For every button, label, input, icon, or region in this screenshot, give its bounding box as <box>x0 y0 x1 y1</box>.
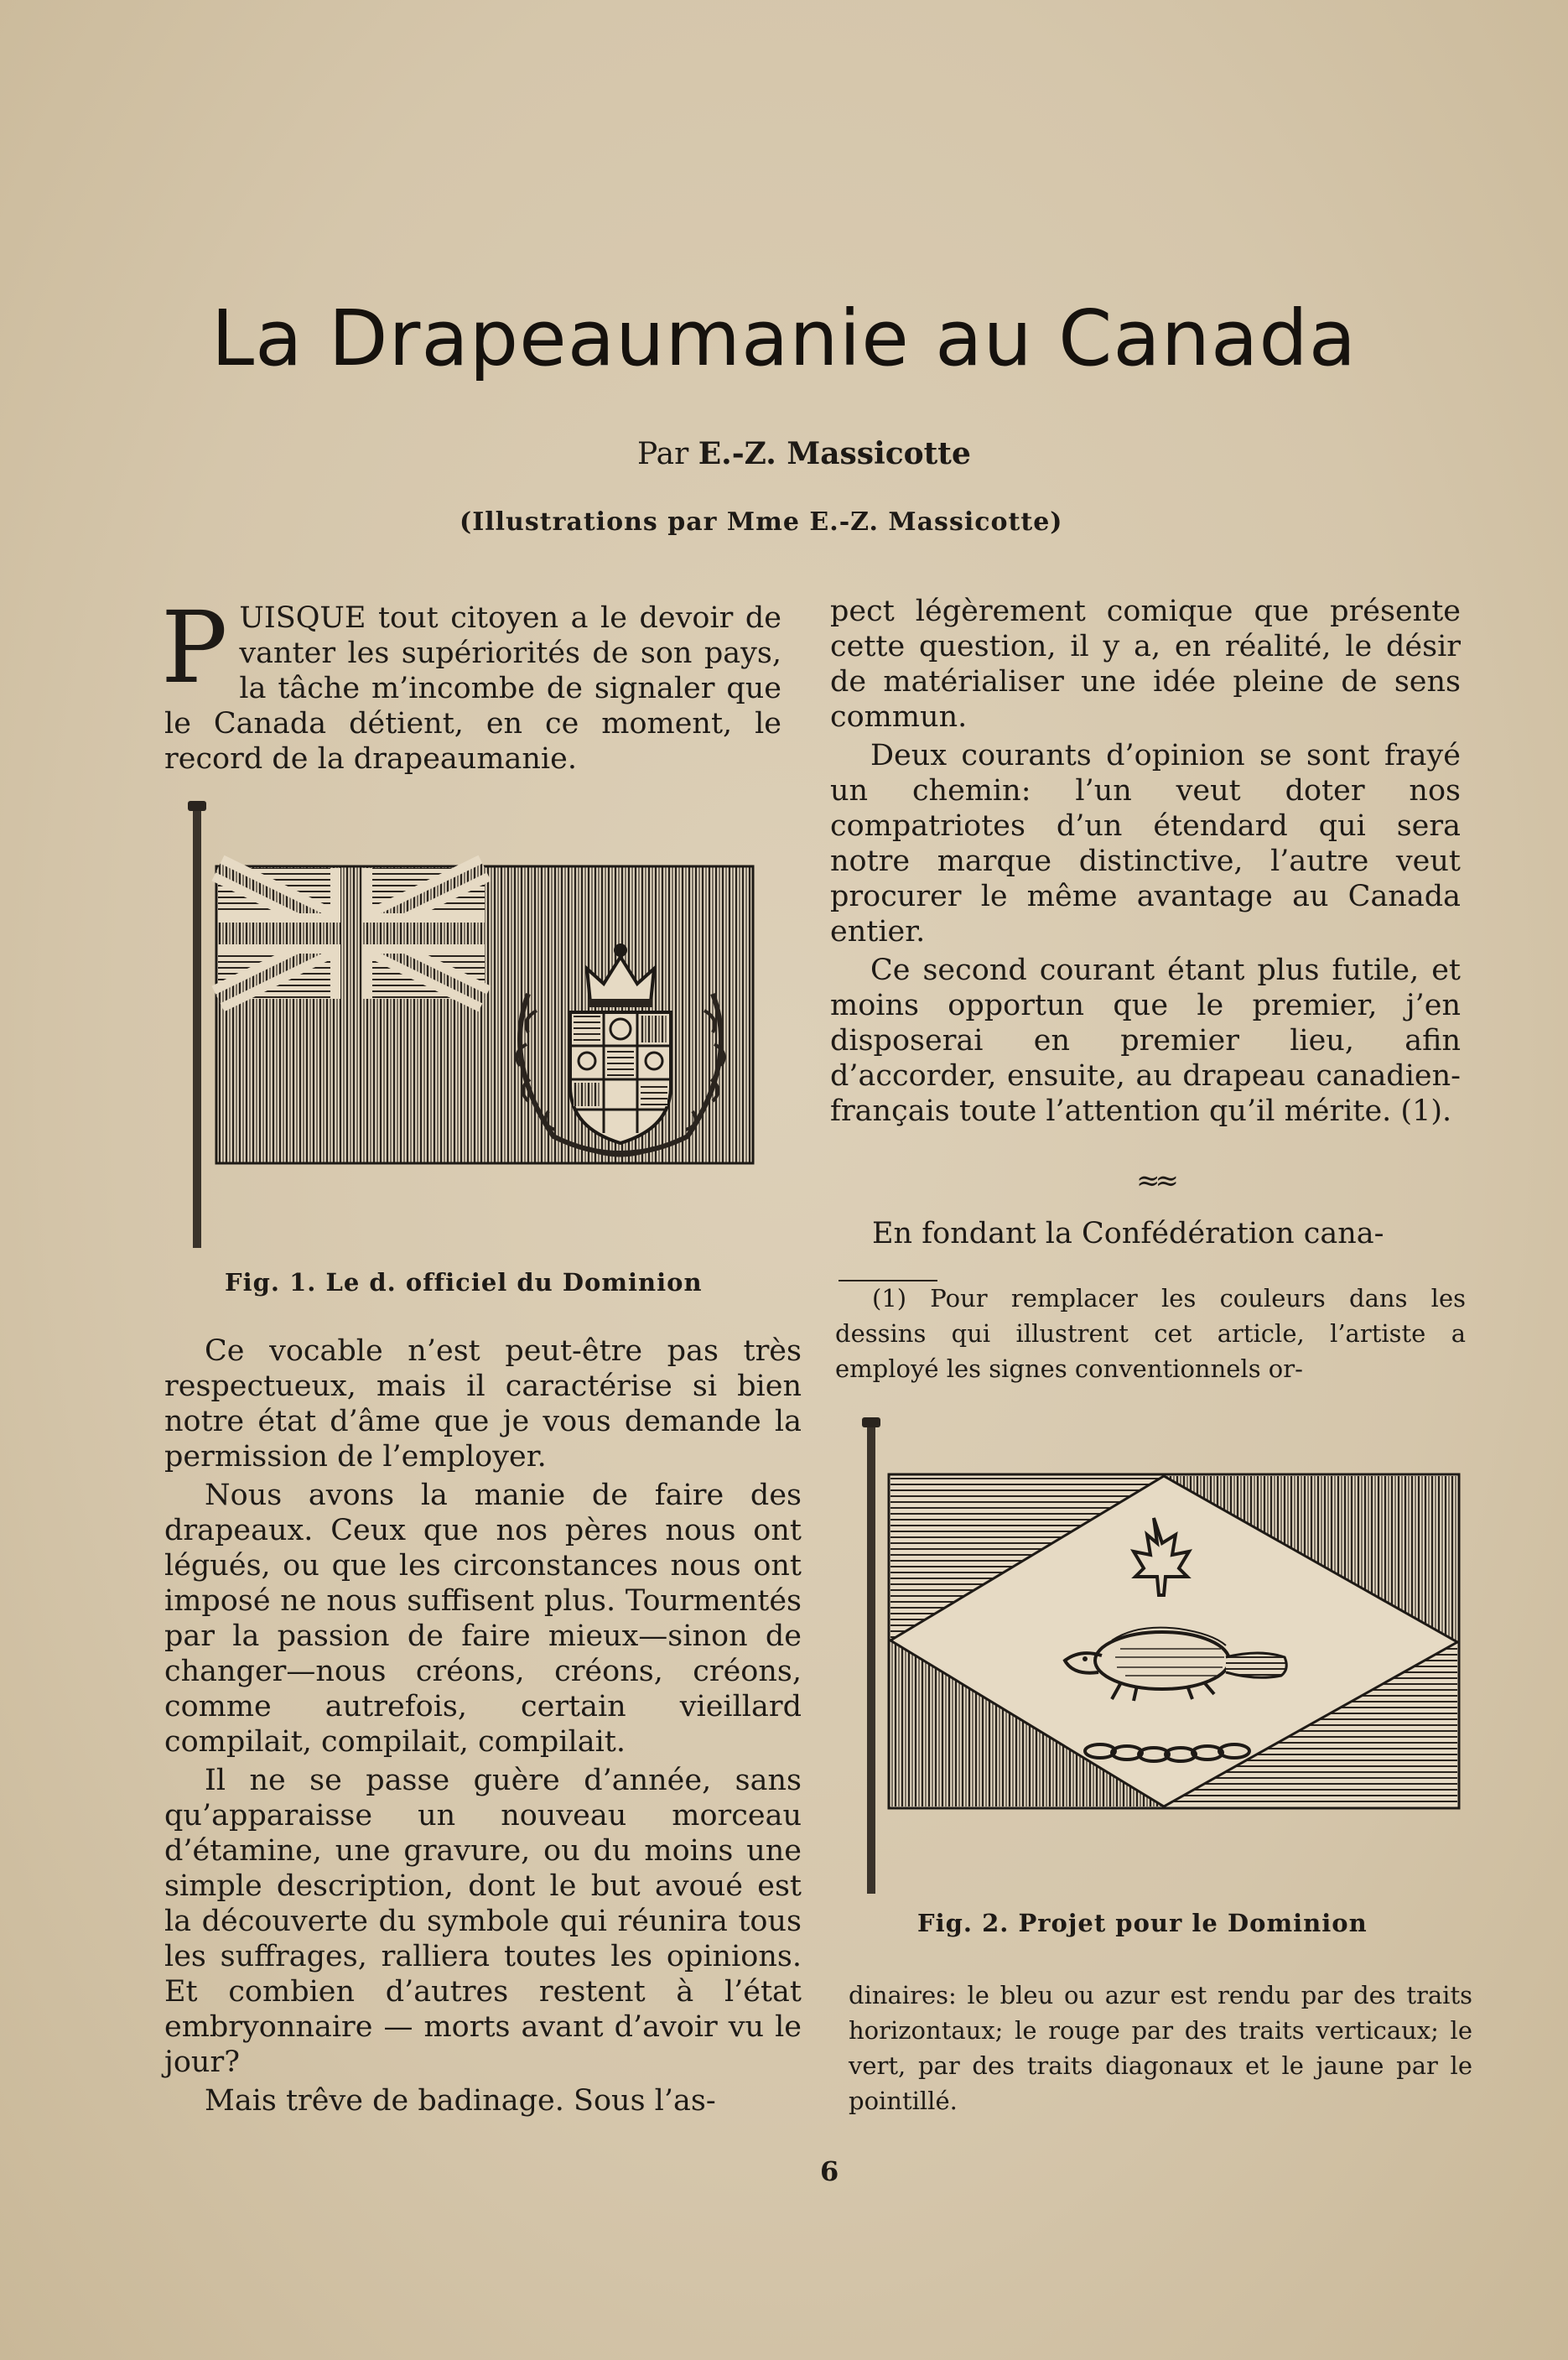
left-column-intro <box>161 590 781 777</box>
intro-paragraph: UISQUE tout citoyen a le devoir de vanter les supériorités de son pays, la tâche m’incombe de signaler que le Canada détient, en ce moment, le record de la drapeaumanie. <box>164 601 781 776</box>
article-title: La Drapeaumanie au Canada <box>210 294 1358 383</box>
paragraph: Deux courants d’opinion se sont frayé un chemin: l’un veut doter nos compatriotes d’un étendard qui sera notre marque distinctive, l’autre veut procurer le même avantage au Canada entier. <box>830 739 1461 949</box>
right-column-body <box>830 594 1461 1132</box>
fig2-dominion-project-illustration <box>860 1417 1461 1895</box>
paragraph: Ce second courant étant plus futile, et moins opportun que le premier, j’en disposerai en premier lieu, afin d’accorder, ensuite, au drapeau canadien-français toute l’attention qu’il mérite. (1). <box>830 954 1461 1128</box>
fig2-caption: Fig. 2. Projet pour le Dominion <box>917 1909 1368 1937</box>
left-column-body <box>164 1333 802 2122</box>
paragraph: Il ne se passe guère d’année, sans qu’apparaisse un nouveau morceau d’étamine, une gravure, ou du moins une simple description, dont le but avoué est la découverte du symbole qui réunira tous les suffrages, ralliera toutes les opinions. Et combien d’autres restent à l’état embryonnaire — morts avant d’avoir vu le jour? <box>164 1764 802 2079</box>
drop-cap: P <box>161 590 228 705</box>
byline-author: E.-Z. Massicotte <box>698 436 971 471</box>
paragraph: Ce vocable n’est peut-être pas très respectueux, mais il caractérise si bien notre état d’âme que je vous demande la permission de l’employer. <box>164 1334 802 1474</box>
byline <box>637 436 971 471</box>
paragraph: Nous avons la manie de faire des drapeaux. Ceux que nos pères nous ont légués, ou que les circonstances nous ont imposé ne nous suffisent plus. Tourmentés par la passion de faire mieux—sinon de changer—nous créons, créons, créons, comme autrefois, certain vieillard compilait, compilait, compilait. <box>164 1479 802 1759</box>
byline-prefix: Par <box>637 437 689 471</box>
illustrations-credit: (Illustrations par Mme E.-Z. Massicotte) <box>459 507 1063 537</box>
fig1-caption: Fig. 1. Le d. officiel du Dominion <box>225 1268 703 1297</box>
footnote: (1) Pour remplacer les couleurs dans les dessins qui illustrent cet article, l’artiste a employé les signes conventionnels or- <box>835 1284 1466 1383</box>
paragraph: Mais trêve de badinage. Sous l’as- <box>205 2084 716 2118</box>
fig1-red-ensign-illustration <box>184 801 763 1254</box>
paragraph: pect légèrement comique que présente cette question, il y a, en réalité, le désir de matérialiser une idée pleine de sens commun. <box>830 595 1461 734</box>
footnote-continued: dinaires: le bleu ou azur est rendu par des traits horizontaux; le rouge par des traits verticaux; le vert, par des traits diagonaux et le jaune par le pointillé. <box>849 1981 1472 2115</box>
section-ornament: ≈≈ <box>1136 1164 1174 1198</box>
paragraph: En fondant la Confédération cana- <box>872 1217 1384 1250</box>
page-number: 6 <box>820 2155 839 2187</box>
